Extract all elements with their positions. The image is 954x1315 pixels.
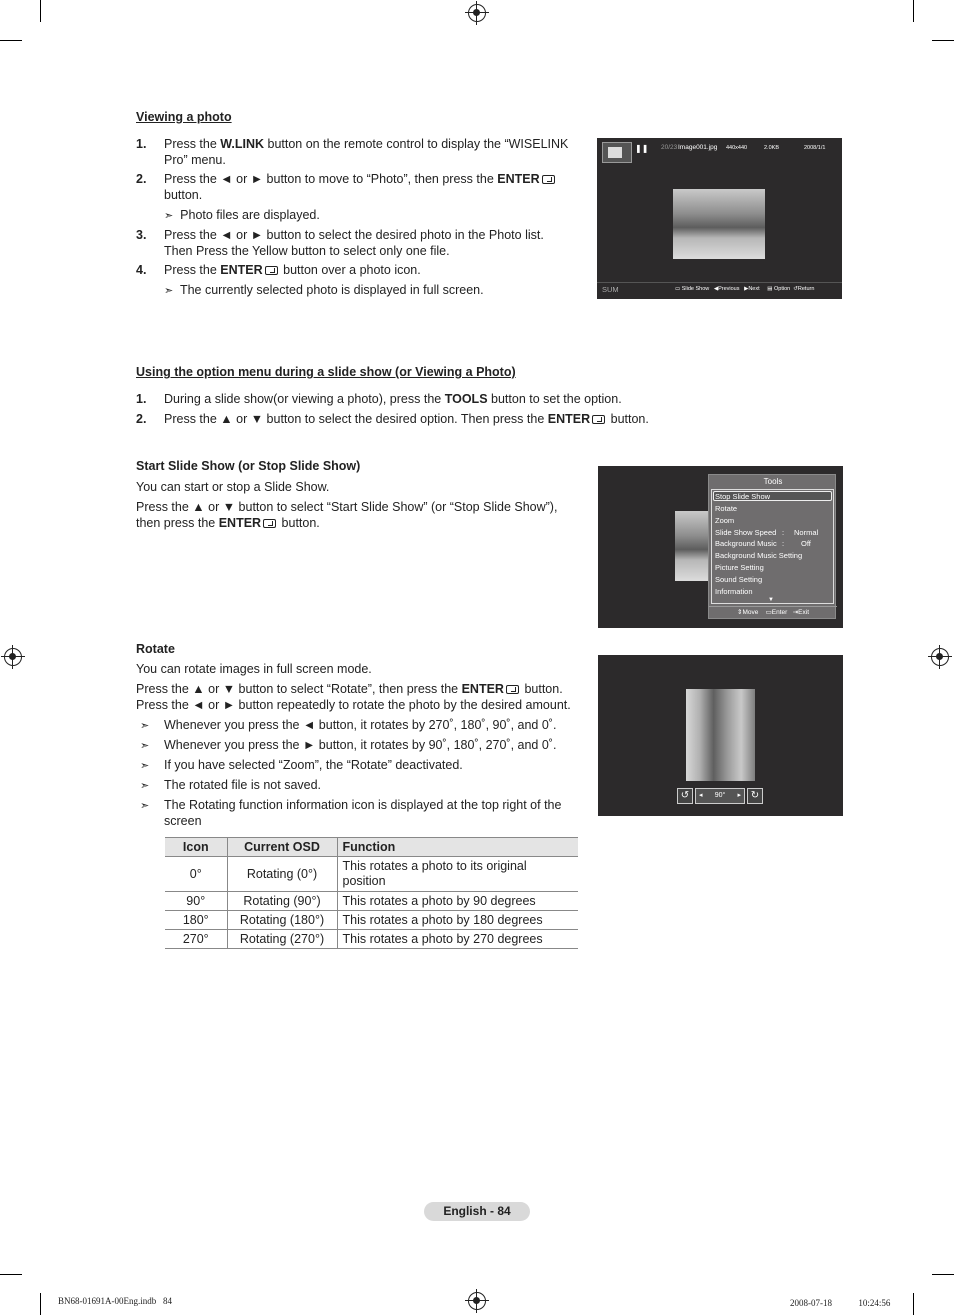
enter-icon: ▭ [765, 609, 772, 616]
paragraph [136, 500, 586, 531]
step-number: 3. [136, 228, 147, 242]
note-arrow-icon: ➣ [140, 740, 150, 752]
table-cell: This rotates a photo by 270 degrees [337, 930, 578, 949]
table-row [165, 892, 578, 911]
section-title-slide-show: Start Slide Show (or Stop Slide Show) [136, 459, 361, 473]
key-name: ENTER [220, 263, 263, 277]
key-name: ENTER [547, 412, 591, 426]
step-text: Pro” menu. [164, 152, 226, 167]
menu-item-information[interactable]: Information [715, 587, 753, 596]
crop-mark [932, 1274, 954, 1275]
pause-icon: ❚❚ [635, 144, 649, 153]
enter-icon [506, 685, 519, 694]
step-3 [136, 228, 586, 259]
key-name: TOOLS [444, 392, 488, 406]
left-arrow-icon[interactable]: ◂ [699, 792, 703, 799]
crop-mark [932, 40, 954, 41]
table-cell: This rotates a photo by 180 degrees [337, 911, 578, 930]
angle-value: 90° [714, 792, 726, 799]
registration-mark-icon [4, 648, 22, 666]
paragraph: You can start or stop a Slide Show. [136, 480, 330, 494]
step-text: button. [607, 412, 649, 426]
step-number: 1. [136, 137, 147, 151]
paragraph-text: then press the [136, 515, 219, 530]
step-4 [136, 263, 586, 279]
note-text: The Rotating function information icon is displayed at the top right of the [164, 798, 562, 812]
rotate-left-icon[interactable]: ↺ [677, 788, 693, 804]
photo-size: 2.0KB [764, 145, 779, 151]
column-header: Function [337, 838, 578, 857]
note [140, 738, 557, 755]
photo-filename: Image001.jpg [678, 144, 718, 151]
rotation-table [165, 837, 578, 949]
menu-item-rotate[interactable]: Rotate [715, 504, 738, 513]
paragraph-text: Press the ▲ or ▼ button to select “Start Slide Show” (or “Stop Slide Show”), [136, 500, 558, 514]
registration-mark-icon [468, 1292, 486, 1310]
tools-menu-screen [598, 466, 843, 628]
footer-label: Exit [798, 609, 810, 616]
menu-item-background-music[interactable]: Background Music [715, 539, 777, 548]
paragraph-text: button. [520, 682, 563, 696]
cell-text: This rotates a photo to its original [342, 859, 527, 873]
tools-menu [708, 474, 836, 619]
scroll-down-icon[interactable]: ▼ [768, 597, 774, 603]
paragraph-text: Press the ◄ or ► button repeatedly to rotate the photo by the desired amount. [136, 697, 571, 712]
column-header: Current OSD [227, 838, 337, 857]
key-name: ENTER [461, 682, 504, 696]
note [164, 208, 320, 225]
photo-icon [602, 142, 632, 163]
return-icon: ↺ [793, 286, 798, 292]
step-text: button over a photo icon. [279, 263, 421, 277]
enter-icon [265, 266, 278, 275]
note-text: If you have selected “Zoom”, the “Rotate” deactivated. [164, 758, 463, 772]
photo-thumbnail [673, 189, 765, 259]
key-name: ENTER [218, 515, 262, 530]
key-name: ENTER [497, 172, 540, 186]
exit-icon: ⇥ [792, 609, 799, 616]
menu-item-picture-setting[interactable]: Picture Setting [715, 563, 764, 572]
cell-text: position [342, 874, 386, 888]
step-text: Press the [164, 263, 221, 277]
note-arrow-icon: ➣ [140, 720, 150, 732]
step-number: 4. [136, 263, 147, 277]
rotate-screen [598, 655, 843, 816]
page-number-badge: English - 84 [424, 1202, 530, 1221]
device-label: SUM [602, 285, 619, 294]
note [140, 778, 322, 795]
step-text: Press the ◄ or ► button to select the desired photo in the Photo list. [164, 228, 544, 242]
crop-mark [40, 1293, 41, 1315]
step-number: 2. [136, 412, 147, 426]
slideshow-icon: ▭ [675, 286, 681, 292]
step-text: button. [164, 187, 203, 202]
note-text: screen [164, 813, 202, 828]
speed-value: Normal [794, 528, 819, 537]
prev-icon: ◀ [713, 286, 719, 292]
crop-mark [0, 40, 22, 41]
angle-display [695, 788, 745, 804]
table-cell: Rotating (180°) [227, 911, 337, 930]
step-text: Press the [164, 137, 221, 151]
table-cell: Rotating (0°) [227, 857, 337, 892]
rotated-photo [686, 689, 755, 781]
table-cell [337, 857, 578, 892]
footer-label: Next [748, 286, 760, 292]
registration-mark-icon [931, 648, 949, 666]
step-2 [136, 412, 716, 428]
paragraph: You can rotate images in full screen mode. [136, 662, 372, 676]
rotate-control [677, 788, 765, 805]
screen-footer [675, 286, 814, 292]
menu-separator: : [782, 539, 785, 548]
note-text: Photo files are displayed. [180, 208, 320, 222]
footer-label: Previous [718, 286, 740, 292]
step-text: Then Press the Yellow button to select only one file. [164, 243, 450, 258]
menu-item-background-music-setting[interactable]: Background Music Setting [715, 551, 803, 560]
step-1 [136, 137, 586, 168]
step-text: During a slide show(or viewing a photo), press the [164, 392, 445, 406]
paragraph-text: button. [278, 515, 320, 530]
move-icon: ⇕ [737, 609, 743, 616]
print-footer-right: 2008-07-18 ﾠﾠ 10:24:56 [790, 1298, 891, 1308]
menu-item-sound-setting[interactable]: Sound Setting [715, 575, 763, 584]
table-row [165, 930, 578, 949]
note-text: The rotated file is not saved. [164, 778, 322, 792]
photo-thumbnail [675, 511, 710, 581]
menu-item-zoom[interactable]: Zoom [715, 516, 735, 525]
note-arrow-icon: ➣ [164, 285, 174, 297]
rotate-right-icon[interactable]: ↻ [747, 788, 763, 804]
note-text: Whenever you press the ◄ button, it rotates by 270˚, 180˚, 90˚, and 0˚. [164, 718, 557, 732]
enter-icon [592, 415, 605, 424]
table-header-row [165, 838, 578, 857]
print-footer-left: BN68-01691A-00Eng.indb 84 [58, 1296, 172, 1306]
paragraph [136, 682, 596, 713]
table-cell: 90° [165, 892, 227, 911]
step-number: 1. [136, 392, 147, 406]
key-name: W.LINK [220, 137, 265, 151]
note-arrow-icon: ➣ [164, 210, 174, 222]
menu-item-slide-show-speed[interactable]: Slide Show Speed [715, 528, 777, 537]
section-title-rotate: Rotate [136, 642, 175, 656]
photo-counter: 20/23 [661, 144, 678, 151]
photo-resolution: 440x440 [726, 145, 748, 151]
music-value: Off [801, 539, 811, 548]
note-text: The currently selected photo is displayed in full screen. [179, 283, 484, 297]
registration-mark-icon [468, 4, 486, 22]
note-arrow-icon: ➣ [140, 800, 150, 812]
note [140, 758, 463, 775]
note-text: Whenever you press the ► button, it rotates by 90˚, 180˚, 270˚, and 0˚. [164, 738, 557, 752]
menu-separator: : [782, 528, 785, 537]
crop-mark [913, 1293, 914, 1315]
section-title-viewing-photo: Viewing a photo [136, 110, 232, 124]
table-cell: This rotates a photo by 90 degrees [337, 892, 578, 911]
footer-label: Move [742, 609, 759, 616]
step-number: 2. [136, 172, 147, 186]
table-cell: Rotating (270°) [227, 930, 337, 949]
note [140, 798, 590, 830]
step-1 [136, 392, 696, 408]
menu-item-stop-slide-show[interactable]: Stop Slide Show [715, 492, 771, 501]
footer-label: Return [797, 286, 815, 292]
crop-mark [0, 1274, 22, 1275]
step-text: button on the remote control to display the “WISELINK [264, 137, 569, 151]
enter-icon [542, 175, 555, 184]
note-arrow-icon: ➣ [140, 780, 150, 792]
footer-label: Enter [771, 609, 788, 616]
table-row [165, 857, 578, 892]
note-arrow-icon: ➣ [140, 760, 150, 772]
tools-menu-title: Tools [763, 477, 783, 486]
option-icon: ▤ [767, 286, 773, 292]
table-cell: 270° [165, 930, 227, 949]
paragraph-text: Press the ▲ or ▼ button to select “Rotate”, then press the [136, 682, 462, 696]
crop-mark [913, 0, 914, 22]
column-header: Icon [165, 838, 227, 857]
footer-label: Option [774, 286, 791, 292]
footer-label: Slide Show [681, 286, 710, 292]
photo-date: 2008/1/1 [804, 145, 826, 151]
table-cell: Rotating (90°) [227, 892, 337, 911]
enter-icon [263, 519, 276, 528]
step-text: button to set the option. [487, 392, 622, 406]
table-cell: 0° [165, 857, 227, 892]
next-icon: ▶ [744, 286, 749, 292]
note [164, 283, 484, 300]
right-arrow-icon[interactable]: ▸ [737, 792, 741, 799]
tools-menu-footer [737, 608, 809, 616]
step-2 [136, 172, 586, 203]
note [140, 718, 557, 735]
crop-mark [40, 0, 41, 22]
step-text: Press the ▲ or ▼ button to select the desired option. Then press the [164, 412, 548, 426]
photo-view-screen [597, 138, 842, 299]
table-cell: 180° [165, 911, 227, 930]
table-row [165, 911, 578, 930]
step-text: Press the ◄ or ► button to move to “Photo”, then press the [164, 172, 498, 186]
section-title-option-menu: Using the option menu during a slide show (or Viewing a Photo) [136, 365, 516, 379]
